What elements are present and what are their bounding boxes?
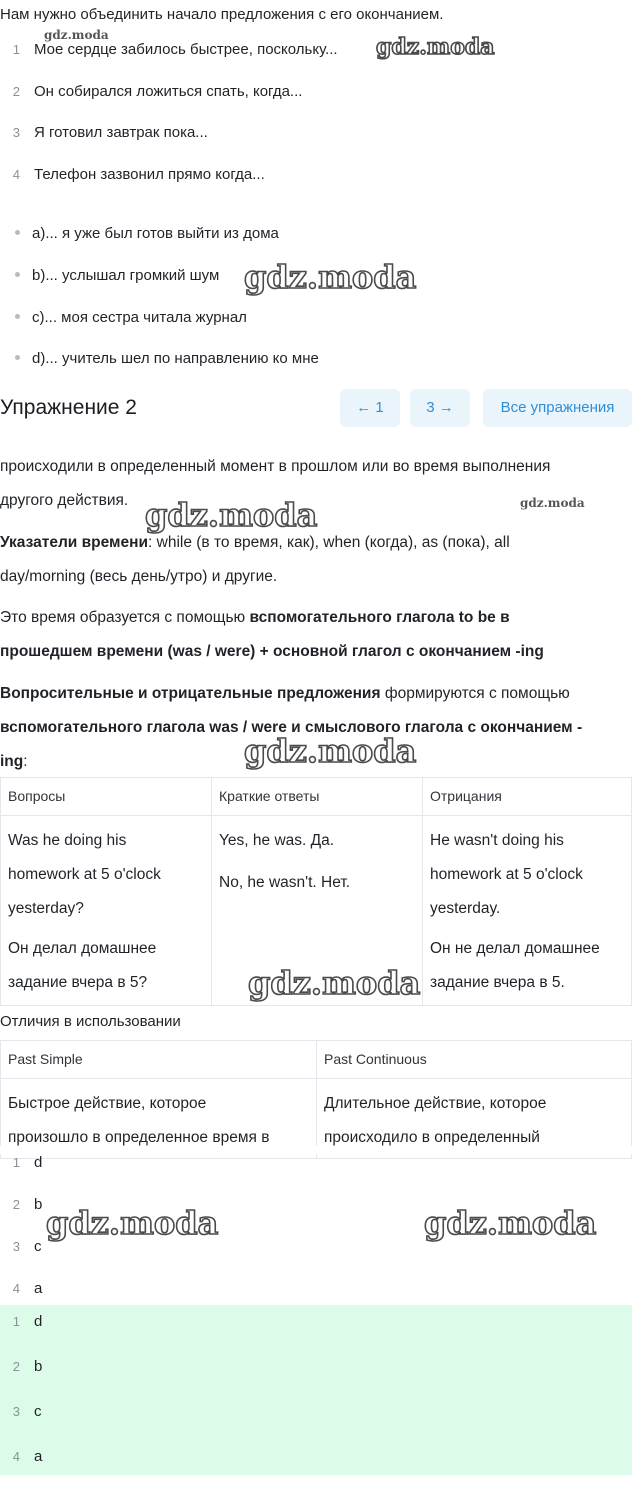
section-cutoff [0,1146,632,1154]
formation-rule: Это время образуется с помощью вспомогательного глагола to be в [0,609,510,626]
answer-item: 4 a [12,1448,43,1465]
answer-item: 2 b [12,1358,43,1375]
table-header: Past Continuous [317,1041,632,1079]
watermark-logo: gdz.moda [244,732,417,770]
differences-title: Отличия в использовании [0,1013,181,1030]
table-header: Вопросы [1,778,212,816]
table-cell: Yes, he was. Да. No, he wasn't. Нет. [212,816,423,1006]
bullet-icon [15,272,20,277]
bullet-icon [15,230,20,235]
question-rule: Вопросительные и отрицательные предложения формируются с помощью [0,685,570,702]
all-exercises-button[interactable]: Все упражнения [483,389,632,427]
differences-table [0,1040,632,1159]
list-item: c)... моя сестра читала журнал [0,306,247,330]
watermark-logo: gdz.moda [248,964,421,1002]
watermark-logo: gdz.moda [244,258,417,296]
next-exercise-button[interactable]: 3 → [410,389,470,427]
list-item: 4 Телефон зазвонил прямо когда... [12,166,265,183]
watermark-logo: gdz.moda [424,1204,597,1242]
time-markers: Указатели времени: while (в то время, как), when (когда), as (пока), all [0,534,510,551]
questions-table [0,777,632,1006]
answer-item: 1 d [12,1154,43,1171]
answer-item: 3 c [12,1403,42,1420]
table-header: Отрицания [423,778,632,816]
task-intro: Нам нужно объединить начало предложения с его окончанием. [0,6,444,23]
answer-item: 3 c [12,1238,42,1255]
answer-item: 1 d [12,1313,43,1330]
table-cell: Длительное действие, которое происходило в определенный [317,1079,632,1159]
table-cell: He wasn't doing his homework at 5 o'clock yesterday. Он не делал домашнее задание вчера в 5. [423,816,632,1006]
formation-rule-cont: прошедшем времени (was / were) + основной глагол с окончанием -ing [0,643,544,660]
watermark-logo: gdz.moda [376,34,495,60]
list-item: а)... я уже был готов выйти из дома [0,222,279,246]
question-rule-cont: вспомогательного глагола was / were и смыслового глагола с окончанием - [0,719,583,736]
bullet-icon [15,314,20,319]
prev-exercise-button[interactable]: ← 1 [340,389,400,427]
table-header: Past Simple [1,1041,317,1079]
list-item: 1 Мое сердце забилось быстрее, поскольку... [12,41,338,58]
list-item: b)... услышал громкий шум [0,264,219,288]
answer-highlight-block [0,1305,632,1475]
list-item: d)... учитель шел по направлению ко мне [0,347,319,371]
answer-item: 4 a [12,1280,43,1297]
list-item: 3 Я готовил завтрак пока... [12,124,208,141]
question-rule-end: ing: [0,753,28,770]
theory-paragraph: происходили в определенный момент в прошлом или во время выполнения [0,458,551,475]
time-markers-cont: day/morning (весь день/утро) и другие. [0,568,278,585]
table-cell: Быстрое действие, которое произошло в определенное время в [1,1079,317,1159]
theory-paragraph: другого действия. [0,492,129,509]
exercise-title: Упражнение 2 [0,396,137,419]
list-item: 2 Он собирался ложиться спать, когда... [12,83,303,100]
answer-item: 2 b [12,1196,43,1213]
table-header: Краткие ответы [212,778,423,816]
watermark-logo: gdz.moda [145,496,318,534]
bullet-icon [15,355,20,360]
watermark-logo: gdz.moda [44,28,109,42]
watermark-logo: gdz.moda [46,1204,219,1242]
table-cell: Was he doing his homework at 5 o'clock yesterday? Он делал домашнее задание вчера в 5? [1,816,212,1006]
watermark-logo: gdz.moda [520,496,585,510]
